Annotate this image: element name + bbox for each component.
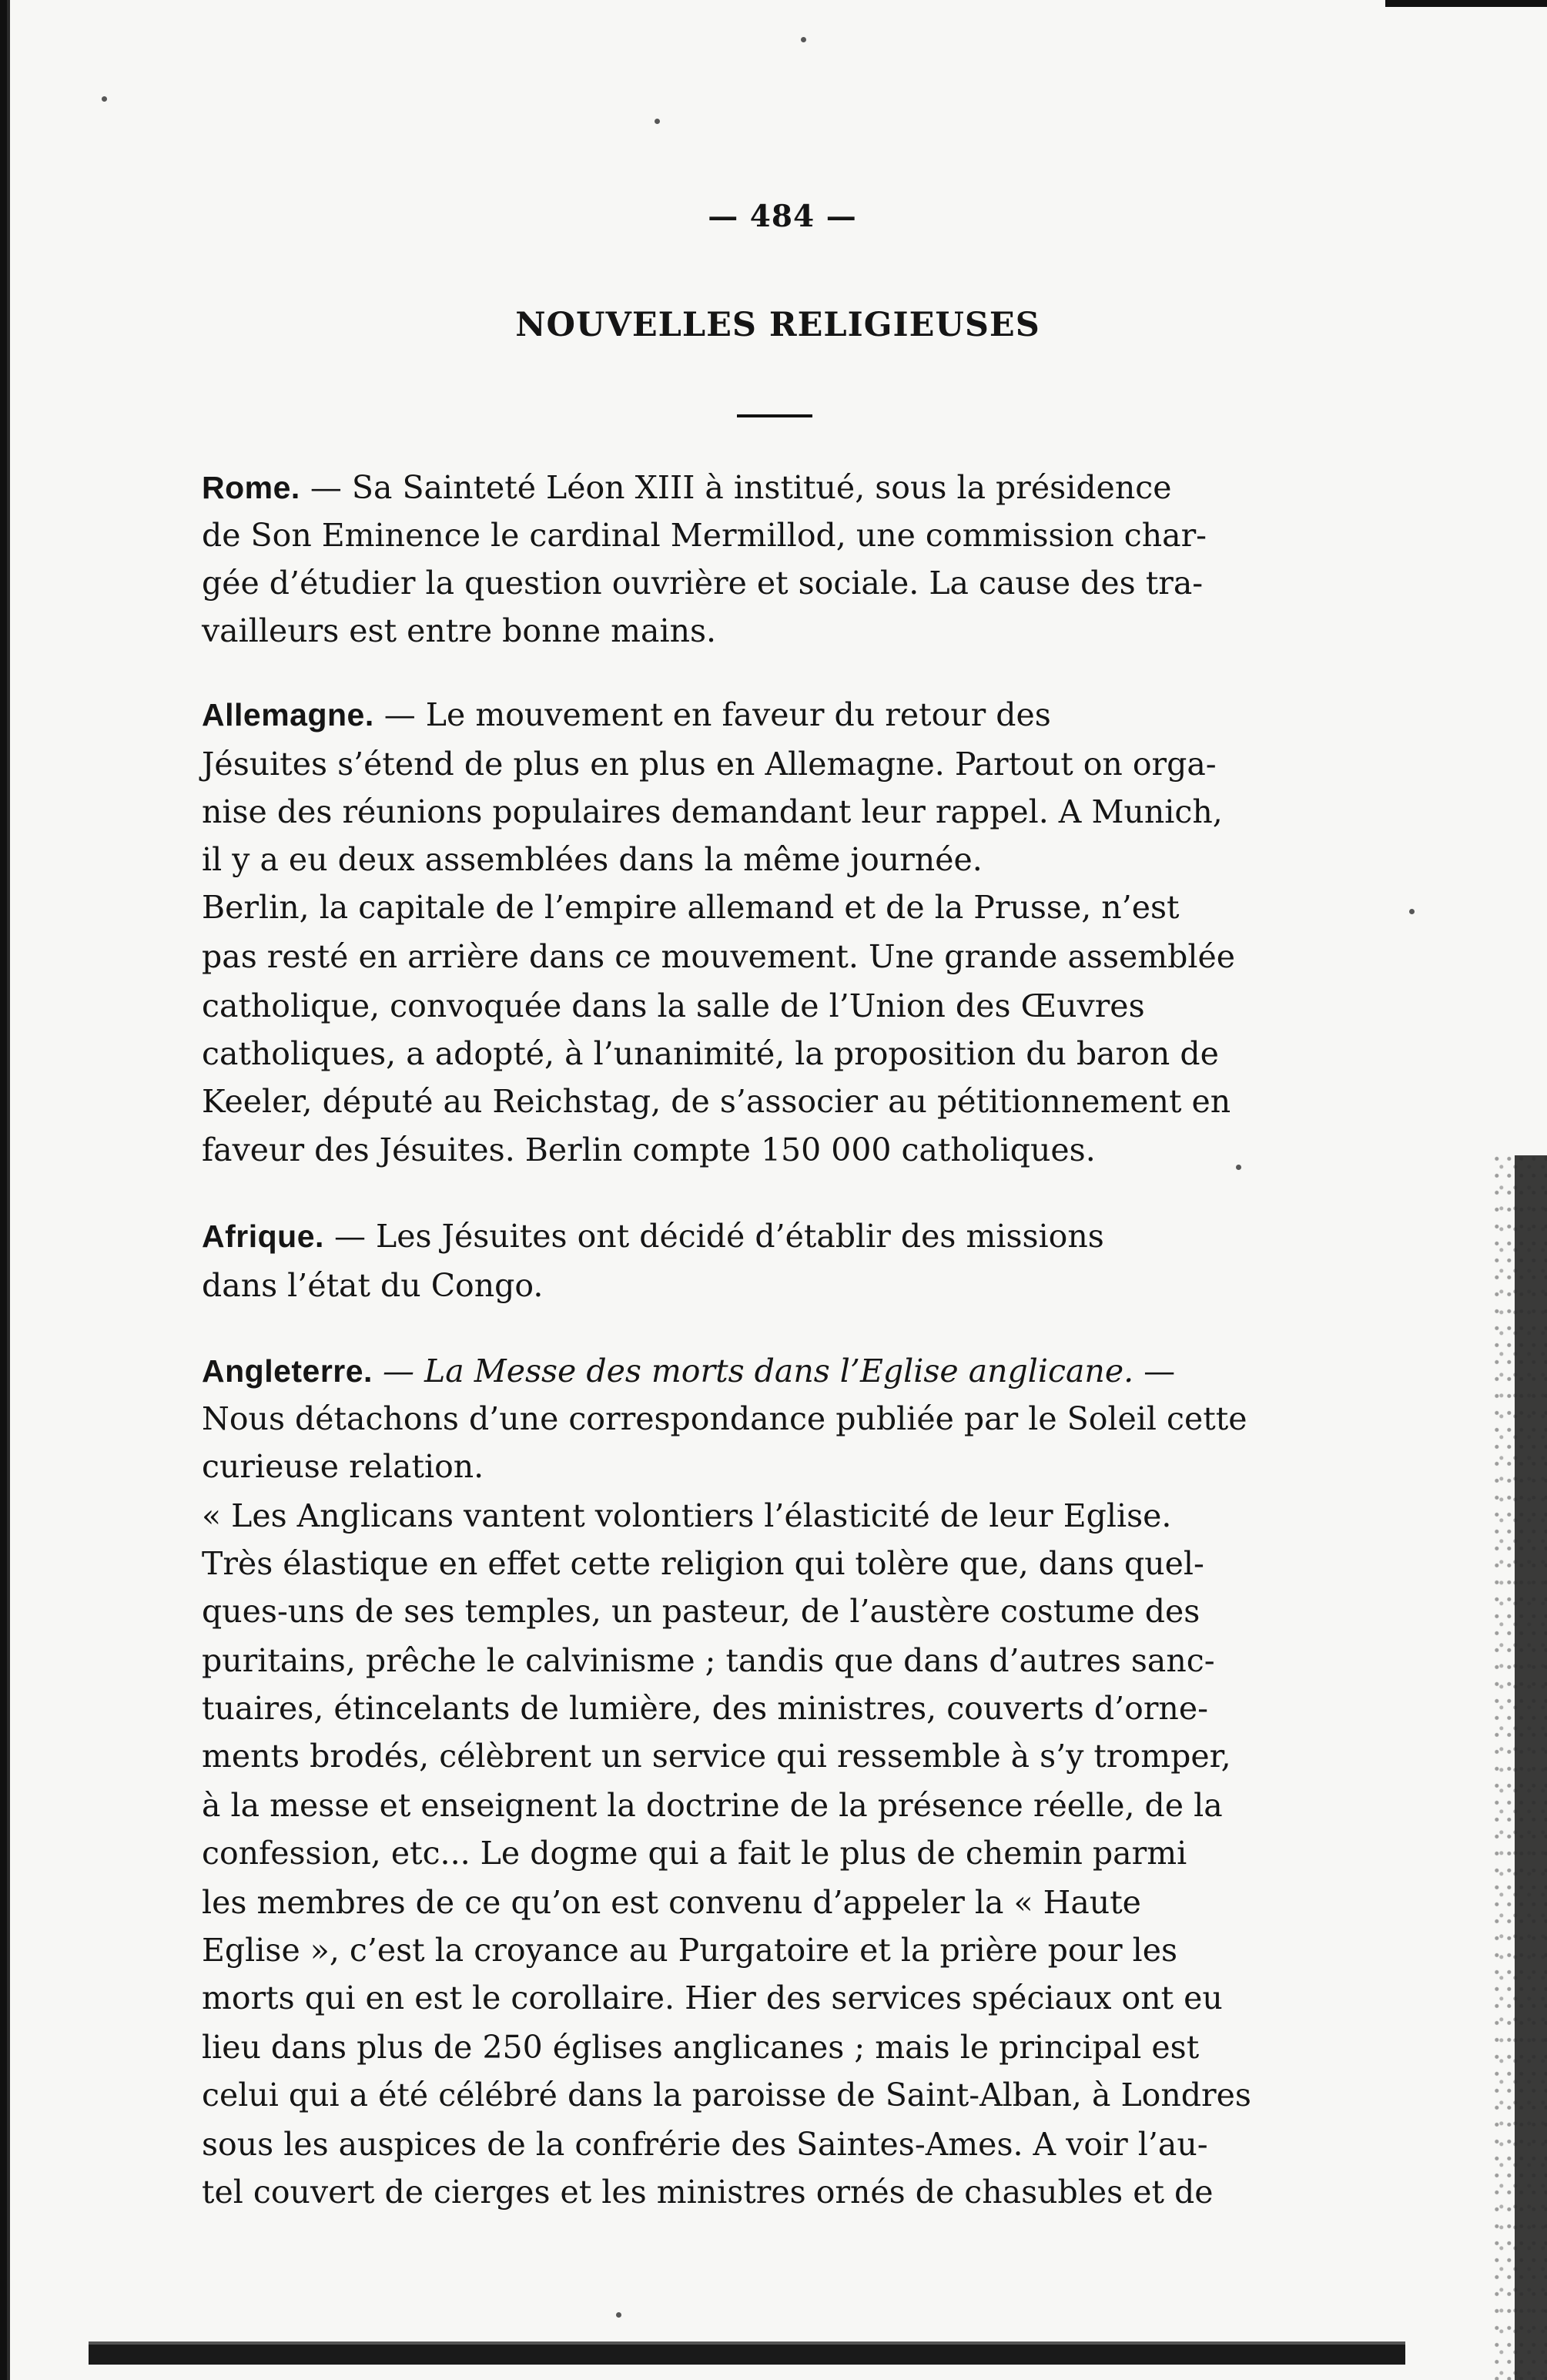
news-heading-line	[202, 696, 1361, 735]
article-line-text: lieu dans plus de 250 églises anglicanes ; mais le principal est	[202, 2029, 1200, 2066]
news-location-heading: Rome.	[202, 470, 300, 505]
article-line-text: catholique, convoquée dans la salle de l’Union des Œuvres	[202, 987, 1145, 1024]
scan-speck	[102, 96, 107, 102]
scan-right-margin-noise	[1493, 1155, 1547, 2380]
article-line-text: Nous détachons d’une correspondance publiée par le Soleil cette	[202, 1400, 1247, 1437]
scan-speck	[655, 119, 660, 124]
scan-speck	[616, 2312, 621, 2318]
article-line-text: curieuse relation.	[202, 1448, 484, 1485]
news-location-heading: Angleterre.	[202, 1353, 373, 1389]
article-text-line	[202, 1931, 1361, 1970]
article-text-line	[202, 1641, 1361, 1681]
article-text-line	[202, 1592, 1361, 1631]
article-text-line	[202, 564, 1361, 603]
article-text-line	[202, 745, 1361, 784]
article-text-line	[202, 987, 1361, 1026]
article-line-text: sous les auspices de la confrérie des Saintes-Ames. A voir l’au-	[202, 2126, 1208, 2163]
article-line-text: faveur des Jésuites. Berlin compte 150 000 catholiques.	[202, 1131, 1096, 1168]
article-text-line	[202, 1737, 1361, 1776]
news-heading-line	[202, 1352, 1361, 1391]
article-text-line	[202, 1497, 1361, 1536]
article-line-text: à la messe et enseignent la doctrine de la présence réelle, de la	[202, 1787, 1223, 1824]
article-line-text: confession, etc... Le dogme qui a fait le plus de chemin parmi	[202, 1835, 1187, 1872]
title-rule	[737, 414, 812, 417]
news-location-heading: Afrique.	[202, 1218, 324, 1254]
article-line-text: gée d’étudier la question ouvrière et sociale. La cause des tra-	[202, 565, 1204, 602]
article-line-text: catholiques, a adopté, à l’unanimité, la proposition du baron de	[202, 1035, 1219, 1072]
section-title: NOUVELLES RELIGIEUSES	[515, 306, 1040, 344]
article-line-text: vailleurs est entre bonne mains.	[202, 612, 717, 649]
article-line-text: — Sa Sainteté Léon XIII à institué, sous la présidence	[300, 469, 1172, 506]
article-line-text: morts qui en est le corollaire. Hier des services spéciaux ont eu	[202, 1979, 1223, 2016]
article-line-text: ments brodés, célèbrent un service qui ressemble à s’y tromper,	[202, 1738, 1231, 1775]
article-text-line	[202, 2028, 1361, 2067]
page-number: — 484 —	[708, 199, 857, 234]
article-text-line	[202, 1544, 1361, 1584]
article-text-line	[202, 2076, 1361, 2115]
article-text-line	[202, 1979, 1361, 2018]
article-line-text: pas resté en arrière dans ce mouvement. Une grande assemblée	[202, 938, 1236, 975]
article-text-line	[202, 888, 1361, 927]
article-line-text: Eglise », c’est la croyance au Purgatoire et la prière pour les	[202, 1932, 1177, 1969]
article-text-line	[202, 612, 1361, 651]
article-line-text: Très élastique en effet cette religion qui tolère que, dans quel-	[202, 1545, 1204, 1582]
article-line-text: Keeler, député au Reichstag, de s’associer au pétitionnement en	[202, 1083, 1231, 1120]
article-line-text: il y a eu deux assemblées dans la même journée.	[202, 841, 983, 878]
article-text-line	[202, 1834, 1361, 1873]
article-line-text: Berlin, la capitale de l’empire allemand et de la Prusse, n’est	[202, 889, 1180, 926]
article-line-text: de Son Eminence le cardinal Mermillod, une commission char-	[202, 517, 1207, 554]
article-line-text: —	[1133, 1353, 1176, 1389]
article-text-line	[202, 937, 1361, 977]
article-italic-title: — La Messe des morts dans l’Eglise anglicane.	[372, 1353, 1134, 1389]
article-text-line	[202, 1131, 1361, 1170]
article-line-text: celui qui a été célébré dans la paroisse de Saint-Alban, à Londres	[202, 2077, 1251, 2114]
scan-speck	[801, 37, 806, 42]
article-text-line	[202, 1266, 1361, 1306]
article-line-text: tel couvert de cierges et les ministres ornés de chasubles et de	[202, 2174, 1214, 2211]
scan-left-binding-shadow	[0, 0, 18, 2380]
article-text-line	[202, 2173, 1361, 2212]
scan-top-right-rule	[1385, 0, 1547, 7]
article-line-text: Jésuites s’étend de plus en plus en Allemagne. Partout on orga-	[202, 746, 1217, 783]
article-text-line	[202, 1082, 1361, 1121]
article-text-line	[202, 1400, 1361, 1439]
article-text-line	[202, 1786, 1361, 1825]
article-line-text: les membres de ce qu’on est convenu d’appeler la « Haute	[202, 1884, 1141, 1921]
news-location-heading: Allemagne.	[202, 697, 374, 732]
article-text-line	[202, 1689, 1361, 1728]
article-text-line	[202, 840, 1361, 880]
article-text-line	[202, 793, 1361, 832]
scan-speck	[1409, 909, 1415, 914]
article-text-line	[202, 1447, 1361, 1487]
article-line-text: puritains, prêche le calvinisme ; tandis que dans d’autres sanc-	[202, 1642, 1215, 1679]
scan-bottom-edge	[89, 2341, 1405, 2365]
article-text-line	[202, 1883, 1361, 1922]
news-heading-line	[202, 1217, 1361, 1256]
article-line-text: nise des réunions populaires demandant leur rappel. A Munich,	[202, 793, 1223, 830]
article-line-text: — Le mouvement en faveur du retour des	[373, 696, 1051, 733]
article-text-line	[202, 1034, 1361, 1074]
article-line-text: tuaires, étincelants de lumière, des ministres, couverts d’orne-	[202, 1690, 1208, 1727]
article-line-text: ques-uns de ses temples, un pasteur, de l’austère costume des	[202, 1593, 1200, 1630]
article-text-line	[202, 516, 1361, 555]
article-text-line	[202, 2125, 1361, 2164]
news-heading-line	[202, 468, 1361, 508]
article-line-text: — Les Jésuites ont décidé d’établir des missions	[323, 1218, 1104, 1255]
article-line-text: « Les Anglicans vantent volontiers l’élasticité de leur Eglise.	[202, 1497, 1172, 1534]
article-line-text: dans l’état du Congo.	[202, 1267, 544, 1304]
